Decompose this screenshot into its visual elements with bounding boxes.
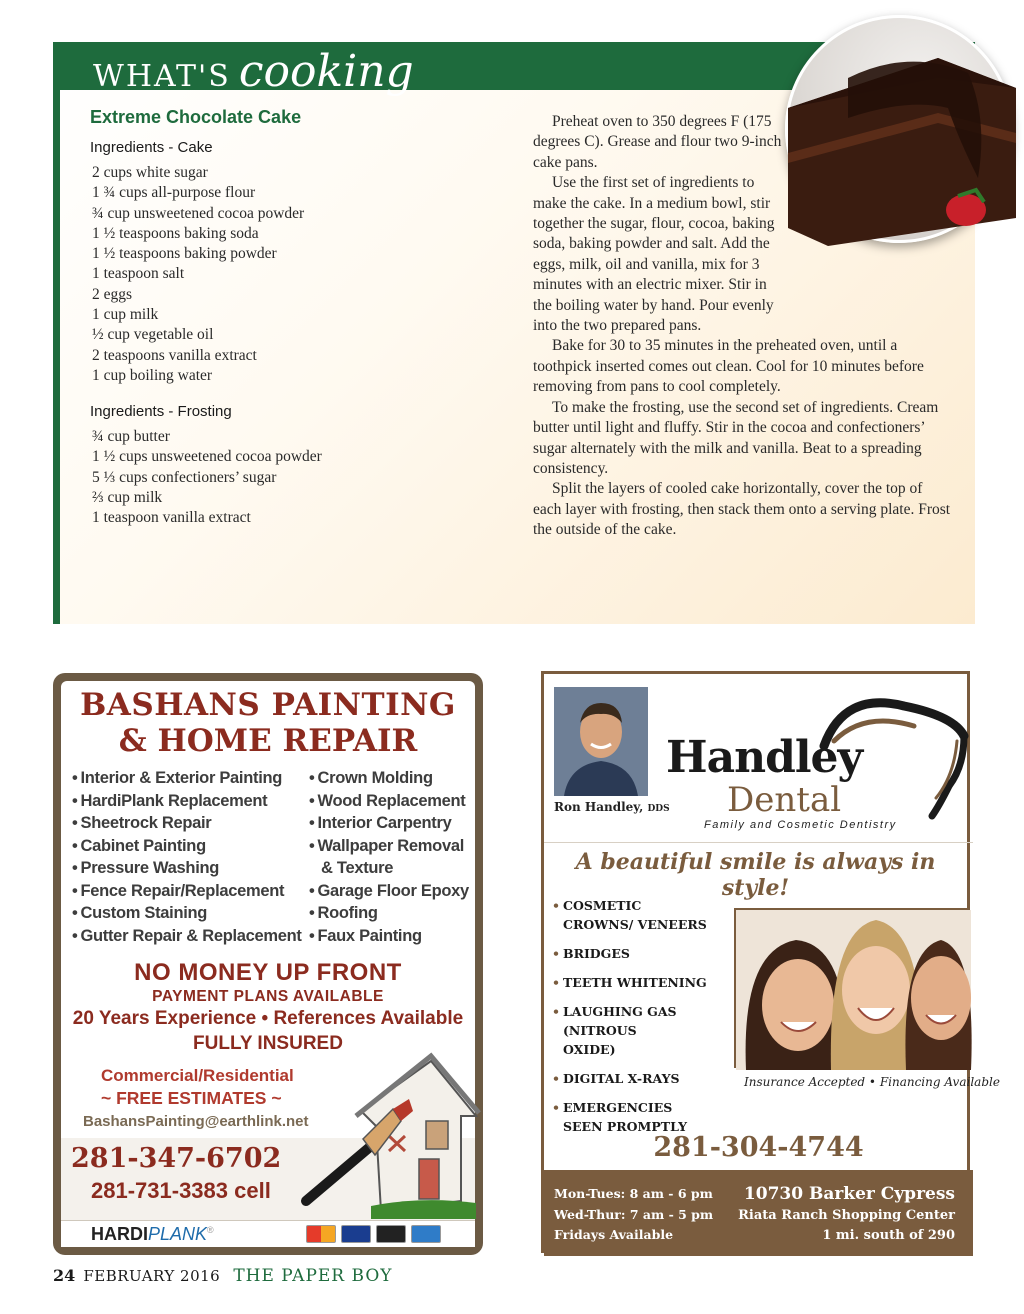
section-title xyxy=(93,46,414,97)
cake-illustration xyxy=(788,18,1016,246)
hours-line: Wed-Thur: 7 am - 5 pm xyxy=(554,1206,714,1222)
page-footer xyxy=(53,1266,392,1286)
ingredient: ½ cup vegetable oil xyxy=(92,326,214,344)
ingredient: 1 cup boiling water xyxy=(92,366,213,384)
hardi-text: HARDI xyxy=(91,1224,148,1244)
bashans-services-right xyxy=(309,767,469,947)
doctor-name xyxy=(554,800,670,814)
ingredient: 1 ½ cups unsweetened cocoa powder xyxy=(92,448,322,466)
service-item: • Garage Floor Epoxy xyxy=(309,880,469,903)
ingredient: 2 eggs xyxy=(92,285,133,303)
ingredient: 1 cup milk xyxy=(92,306,159,324)
bashans-title-line1: BASHANS PAINTING xyxy=(80,687,456,723)
bashans-email: BashansPainting@earthlink.net xyxy=(83,1113,309,1130)
direction-paragraph: Use the first set of ingredients to make the cake. In a medium bowl, stir together the sugar, flour, cocoa, baking soda, baking powder and salt. Add the eggs, milk, oil and vanilla, mix for 3 minutes with an electric mixer. Stir in the boiling water by hand. Pour evenly into the two prepared pans. xyxy=(533,174,775,335)
service-item: • Cabinet Painting xyxy=(72,835,302,858)
smiling-women-photo xyxy=(734,908,969,1068)
doctor-photo xyxy=(554,687,648,796)
practice-subtitle: Family and Cosmetic Dentistry xyxy=(704,819,897,831)
dental-services-list xyxy=(552,896,712,1146)
payment-plans: PAYMENT PLANS AVAILABLE xyxy=(152,988,384,1005)
direction-paragraph: Split the layers of cooled cake horizontally, cover the top of each layer with frosting, then stack them onto a serving plate. Frost the outside of the cake. xyxy=(533,480,951,539)
smiling-women-illustration xyxy=(736,910,971,1070)
ingredient: 1 ¾ cups all-purpose flour xyxy=(92,184,256,202)
handley-dental-ad xyxy=(541,671,1000,1253)
direction-paragraph: To make the frosting, use the second set of ingredients. Cream butter until light and fluffy. Stir in the cocoa and confectioners’ sugar alternately with the milk and vanilla. Beat to a spreading consistency. xyxy=(533,398,939,477)
office-hours xyxy=(554,1184,713,1246)
handley-phone: 281-304-4744 xyxy=(653,1132,864,1163)
tagline: A beautiful smile is always in style! xyxy=(575,849,936,901)
registered-mark: ® xyxy=(207,1225,214,1235)
service-item: • HardiPlank Replacement xyxy=(72,790,302,813)
cake-ingredients-list xyxy=(92,163,304,386)
service-item: • COSMETIC CROWNS/ VENEERS xyxy=(552,896,712,934)
address-line: Riata Ranch Shopping Center xyxy=(738,1208,955,1223)
service-item: • Wallpaper Removal xyxy=(309,835,469,858)
insured-line: FULLY INSURED xyxy=(193,1033,343,1054)
ingredient: 5 ⅓ cups confectioners’ sugar xyxy=(92,468,277,486)
service-item: • Custom Staining xyxy=(72,902,302,925)
issue-date: FEBRUARY 2016 xyxy=(83,1267,221,1285)
direction-paragraph: Bake for 30 to 35 minutes in the preheated oven, until a toothpick inserted comes out clean. Cool for 10 minutes before removing from pans to cool completely. xyxy=(533,337,924,396)
service-item: • Fence Repair/Replacement xyxy=(72,880,302,903)
service-item: • Wood Replacement xyxy=(309,790,469,813)
ingredient: ¾ cup unsweetened cocoa powder xyxy=(92,204,305,222)
service-item: • Crown Molding xyxy=(309,767,469,790)
mastercard-icon xyxy=(306,1225,336,1243)
hardiplank-logo xyxy=(91,1224,214,1245)
house-paintbrush-icon xyxy=(301,1051,481,1221)
experience-line: 20 Years Experience • References Available xyxy=(72,1008,464,1029)
recipe-title: Extreme Chocolate Cake xyxy=(90,107,302,127)
ingredient: 2 cups white sugar xyxy=(92,164,208,181)
bashans-cell: 281-731-3383 cell xyxy=(91,1178,271,1203)
no-money-headline: NO MONEY UP FRONT xyxy=(134,959,402,986)
service-item: • Roofing xyxy=(309,902,469,925)
doctor-portrait xyxy=(554,687,648,796)
bashans-services-left xyxy=(72,767,302,947)
amex-icon xyxy=(411,1225,441,1243)
service-item: • Interior Carpentry xyxy=(309,812,469,835)
ingredient: 2 teaspoons vanilla extract xyxy=(92,346,257,364)
divider xyxy=(544,842,973,843)
service-item: • DIGITAL X-RAYS xyxy=(552,1069,712,1088)
service-item: • EMERGENCIES SEEN PROMPTLY xyxy=(552,1098,712,1136)
bashans-phone: 281-347-6702 xyxy=(71,1143,282,1174)
insurance-financing: Insurance Accepted • Financing Available xyxy=(744,1075,1000,1089)
visa-icon xyxy=(341,1225,371,1243)
ingredient: 1 ½ teaspoons baking soda xyxy=(92,224,259,242)
ingredient: 1 teaspoon vanilla extract xyxy=(92,509,251,527)
service-item: • BRIDGES xyxy=(552,944,712,963)
plank-text: PLANK xyxy=(148,1224,208,1244)
free-estimates: ~ FREE ESTIMATES ~ xyxy=(101,1088,282,1108)
service-item: • Sheetrock Repair xyxy=(72,812,302,835)
bashans-ad xyxy=(53,673,483,1255)
address-line: 10730 Barker Cypress xyxy=(743,1184,955,1204)
hours-line: Fridays Available xyxy=(554,1227,674,1242)
handley-logo: Handley xyxy=(666,732,863,783)
publication-name: THE PAPER BOY xyxy=(233,1266,393,1286)
service-item: • Pressure Washing xyxy=(72,857,302,880)
commercial-residential: Commercial/Residential xyxy=(101,1066,294,1085)
service-item: & Texture xyxy=(321,859,394,877)
bashans-ad-panel xyxy=(61,681,475,1247)
ingredient: ⅔ cup milk xyxy=(92,488,163,506)
cake-photo xyxy=(785,15,1013,243)
doctor-title: DDS xyxy=(647,804,670,814)
bashans-title-line2: & HOME REPAIR xyxy=(118,723,418,759)
hours-line: Mon-Tues: 8 am - 6 pm xyxy=(554,1186,713,1201)
service-item: • Gutter Repair & Replacement xyxy=(72,925,302,948)
service-item: • Faux Painting xyxy=(309,925,469,948)
dental-logo: Dental xyxy=(727,780,842,820)
service-item: • TEETH WHITENING xyxy=(552,973,712,992)
frosting-ingredients-heading: Ingredients - Frosting xyxy=(90,403,232,420)
doctor-name-text: Ron Handley, xyxy=(554,800,644,814)
ingredient: ¾ cup butter xyxy=(92,428,170,445)
page-number: 24 xyxy=(53,1266,76,1285)
cake-ingredients-heading: Ingredients - Cake xyxy=(90,139,213,156)
frosting-ingredients-list xyxy=(92,427,322,528)
address-line: 1 mi. south of 290 xyxy=(822,1228,955,1243)
office-address xyxy=(738,1182,955,1246)
service-item: • Interior & Exterior Painting xyxy=(72,767,302,790)
section-title-word1: WHAT'S xyxy=(93,59,231,94)
section-title-word2: cooking xyxy=(238,46,414,97)
service-item: • LAUGHING GAS (NITROUS OXIDE) xyxy=(552,1002,692,1059)
discover-icon xyxy=(376,1225,406,1243)
direction-paragraph: Preheat oven to 350 degrees F (175 degrees C). Grease and flour two 9-inch cake pans. xyxy=(533,113,782,171)
left-rule xyxy=(53,42,60,624)
ingredient: 1 teaspoon salt xyxy=(92,265,185,283)
ingredient: 1 ½ teaspoons baking powder xyxy=(92,245,277,263)
